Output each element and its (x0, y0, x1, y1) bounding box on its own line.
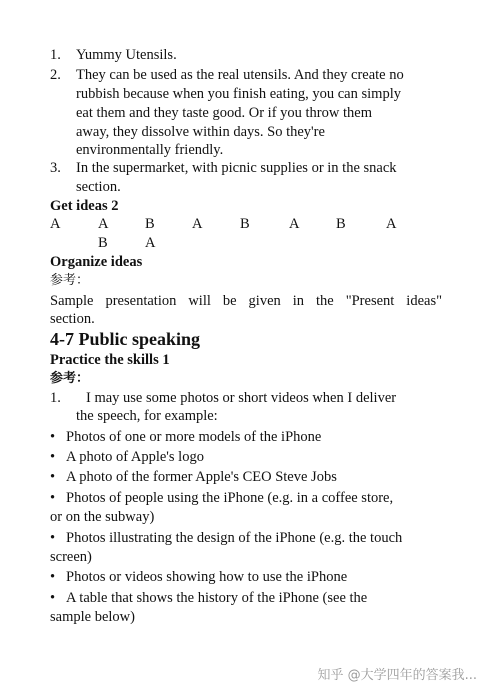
bullet-icon: • (50, 590, 56, 606)
bullet-text: Photos illustrating the design of the iPhone (e.g. the touch (66, 530, 403, 546)
reference-label: 参考： (50, 371, 90, 386)
organize-ideas-heading: Organize ideas (50, 254, 143, 270)
bullet-icon: • (50, 429, 56, 445)
paragraph-line: Sample presentation will be given in the "Present ideas" (50, 293, 442, 309)
answer: B (240, 216, 250, 232)
list-number: 1. (50, 390, 61, 406)
bullet-icon: • (50, 569, 56, 585)
practice-heading: Practice the skills 1 (50, 352, 170, 368)
reference-label: 参考： (50, 273, 90, 288)
bullet-text: Photos of people using the iPhone (e.g. in a coffee store, (66, 490, 394, 506)
list-text: the speech, for example: (76, 408, 218, 424)
list-text: In the supermarket, with picnic supplies or in the snack (76, 160, 397, 176)
answer: B (336, 216, 346, 232)
list-number: 1. (50, 47, 61, 63)
paragraph-line: section. (50, 311, 95, 327)
bullet-text: sample below) (50, 609, 135, 625)
list-number: 3. (50, 160, 61, 176)
answer: A (289, 216, 300, 232)
bullet-text: Photos or videos showing how to use the iPhone (66, 569, 348, 585)
list-text: I may use some photos or short videos when I deliver (86, 390, 397, 406)
answer: B (98, 235, 108, 251)
section-title: 4-7 Public speaking (50, 329, 201, 349)
get-ideas-heading: Get ideas 2 (50, 198, 119, 214)
answer: B (145, 216, 155, 232)
watermark: 知乎 @大学四年的答案我... (317, 668, 477, 683)
bullet-icon: • (50, 449, 56, 465)
answer: A (50, 216, 61, 232)
list-text: section. (76, 179, 121, 195)
list-text: environmentally friendly. (76, 142, 224, 158)
bullet-icon: • (50, 490, 56, 506)
answer: A (145, 235, 156, 251)
list-number: 2. (50, 67, 61, 83)
bullet-text: or on the subway) (50, 509, 155, 525)
bullet-text: A table that shows the history of the iPhone (see the (66, 590, 368, 606)
bullet-text: screen) (50, 549, 92, 565)
bullet-text: A photo of Apple's logo (66, 449, 204, 465)
bullet-icon: • (50, 530, 56, 546)
list-text: They can be used as the real utensils. And they create no (76, 67, 404, 83)
bullet-text: Photos of one or more models of the iPhone (66, 429, 322, 445)
list-text: away, they dissolve within days. So they're (76, 124, 325, 140)
list-text: Yummy Utensils. (76, 47, 177, 63)
answer: A (386, 216, 397, 232)
list-text: eat them and they taste good. Or if you throw them (76, 105, 372, 121)
bullet-icon: • (50, 469, 56, 485)
bullet-text: A photo of the former Apple's CEO Steve Jobs (66, 469, 337, 485)
answer: A (192, 216, 203, 232)
list-text: rubbish because when you finish eating, you can simply (76, 86, 401, 102)
answer: A (98, 216, 109, 232)
